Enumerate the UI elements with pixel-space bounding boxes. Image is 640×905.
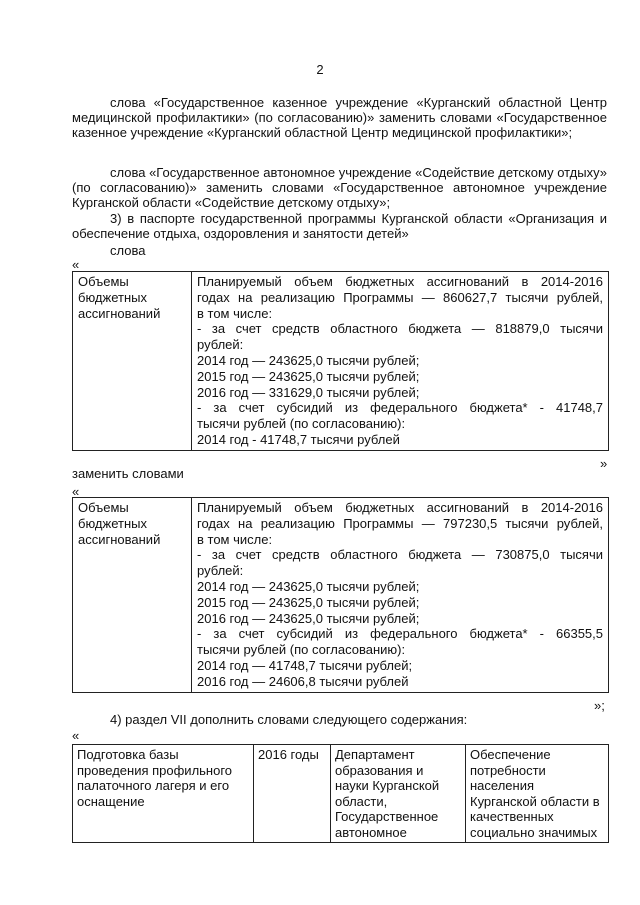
cell-line: автономное [335, 824, 407, 840]
cell-line: Подготовка базы [77, 747, 179, 762]
label-line: Объемы [78, 274, 129, 289]
cell-line: области, [335, 793, 388, 809]
section7-activity-cell [73, 745, 254, 843]
budget-text-cell [192, 498, 609, 693]
budget-label-cell [73, 498, 192, 693]
budget-line: годах на реализацию Программы — 797230,5 тысячи рублей, [197, 515, 603, 531]
budget-line: тысячи рублей (по согласованию): [197, 642, 406, 658]
quote-open-2: « [72, 484, 80, 499]
budget-line: в том числе: [197, 305, 273, 321]
budget-line: - за счет средств областного бюджета — 730875,0 тысячи [197, 547, 603, 563]
cell-line: Департамент [335, 747, 415, 762]
label-line: Объемы [78, 500, 129, 515]
budget-line: тысячи рублей (по согласованию): [197, 416, 406, 432]
budget-line: в том числе: [197, 531, 273, 547]
budget-line: 2014 год — 243625,0 тысячи рублей; [197, 578, 420, 594]
replace-with-label: заменить словами [72, 466, 184, 481]
budget-line: 2015 год — 243625,0 тысячи рублей; [197, 368, 420, 384]
budget-line: 2014 год — 243625,0 тысячи рублей; [197, 352, 420, 368]
budget-line: 2016 год — 331629,0 тысячи рублей; [197, 384, 420, 400]
budget-line: 2016 год — 243625,0 тысячи рублей; [197, 610, 420, 626]
budget-line: Планируемый объем бюджетных ассигнований в 2014-2016 [197, 274, 603, 289]
section7-intro: 4) раздел VII дополнить словами следующего содержания: [110, 712, 468, 727]
budget-line: рублей: [197, 563, 244, 579]
paragraph-2: слова «Государственное автономное учреждение «Содействие детскому отдыху» (по согласованию)» заменить словами «Государственное автономное учреждение Курганской области «Содействие детскому отдыху»; [72, 165, 607, 210]
budget-table-new [72, 497, 609, 693]
word-slova: слова [110, 243, 146, 258]
cell-line: палаточного лагеря и его [77, 778, 230, 793]
section7-result-cell [466, 745, 609, 843]
budget-line: - за счет средств областного бюджета — 818879,0 тысячи [197, 321, 603, 337]
cell-line: населения [470, 778, 535, 793]
budget-label-cell [73, 272, 192, 451]
paragraph-3: 3) в паспорте государственной программы Курганской области «Организация и обеспечение отдыха, оздоровления и занятости детей» [72, 211, 607, 241]
cell-line: Государственное [335, 809, 439, 824]
quote-close-1: » [600, 456, 608, 471]
label-line: бюджетных [78, 289, 147, 305]
quote-open-1: « [72, 257, 80, 272]
budget-text-cell [192, 272, 609, 451]
cell-line: 2016 годы [258, 747, 319, 762]
cell-line: проведения профильного [77, 762, 233, 778]
cell-line: науки Курганской [335, 778, 440, 793]
budget-line: рублей: [197, 337, 244, 353]
cell-line: оснащение [77, 793, 145, 809]
budget-line: Планируемый объем бюджетных ассигнований в 2014-2016 [197, 500, 603, 515]
quote-close-2: »; [594, 698, 605, 713]
paragraph-1: слова «Государственное казенное учреждение «Курганский областной Центр медицинской профилактики» (по согласованию)» заменить словами «Государственное казенное учреждение «Курганский областной Центр медицинской профилактики»; [72, 95, 607, 140]
quote-open-3: « [72, 728, 80, 743]
cell-line: Обеспечение [470, 747, 551, 762]
label-line: бюджетных [78, 515, 147, 531]
cell-line: образования и [335, 762, 424, 778]
budget-line: - за счет субсидий из федерального бюджета* - 66355,5 [197, 626, 603, 642]
section7-period-cell [254, 745, 331, 843]
label-line: ассигнований [78, 531, 161, 547]
cell-line: качественных [470, 809, 554, 824]
cell-line: потребности [470, 762, 546, 778]
page-number: 2 [316, 62, 324, 77]
cell-line: социально значимых [470, 824, 598, 840]
section7-table [72, 744, 609, 843]
budget-line: 2014 год - 41748,7 тысячи рублей [197, 431, 400, 447]
label-line: ассигнований [78, 305, 161, 321]
cell-line: Курганской области в [470, 793, 600, 809]
section7-executor-cell [331, 745, 466, 843]
budget-line: 2015 год — 243625,0 тысячи рублей; [197, 594, 420, 610]
budget-table-old [72, 271, 609, 451]
budget-line: - за счет субсидий из федерального бюджета* - 41748,7 [197, 400, 603, 416]
budget-line: 2014 год — 41748,7 тысячи рублей; [197, 657, 413, 673]
budget-line: 2016 год — 24606,8 тысячи рублей [197, 673, 409, 689]
budget-line: годах на реализацию Программы — 860627,7 тысячи рублей, [197, 289, 603, 305]
